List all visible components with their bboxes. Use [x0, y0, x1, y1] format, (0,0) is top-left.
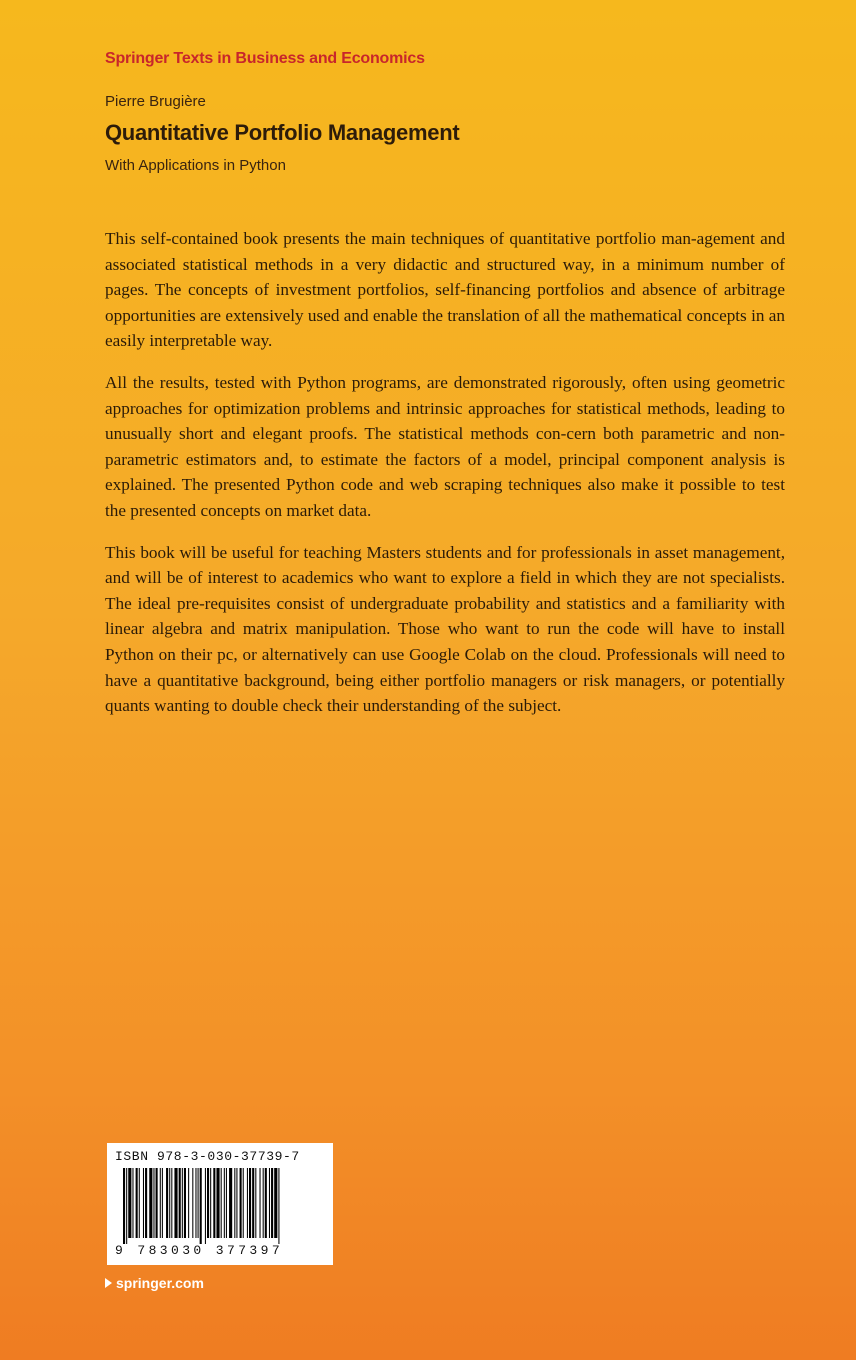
barcode-bar [145, 1168, 147, 1238]
barcode-bar [255, 1168, 256, 1238]
blurb-paragraph-1: This self-contained book presents the main techniques of quantitative portfolio man-agement and associated statistical methods in a very didactic and structured way, in a minimum number of pages. The concepts of investment portfolios, self-financing portfolios and absence of arbitrage opportunities are extensively used and enable the translation of all the mathematical concepts in an easily interpretable way. [105, 229, 785, 351]
barcode-bar [260, 1168, 261, 1238]
barcode-bar [213, 1168, 215, 1238]
barcode-bar [171, 1168, 172, 1238]
barcode-bar [160, 1168, 161, 1238]
barcode-bar [198, 1168, 199, 1238]
barcode-bar [252, 1168, 254, 1238]
isbn-barcode [107, 1143, 333, 1265]
book-title: Quantitative Portfolio Management [105, 120, 460, 145]
barcode-bar [278, 1168, 279, 1244]
barcode-bars [123, 1168, 319, 1244]
barcode-bar [166, 1168, 168, 1238]
barcode-bar [269, 1168, 270, 1238]
barcode-bar [234, 1168, 235, 1238]
barcode-bar [205, 1168, 206, 1244]
barcode-bar [132, 1168, 133, 1238]
barcode-bar [162, 1168, 163, 1238]
barcode-bar [224, 1168, 225, 1238]
springer-link[interactable] [105, 1275, 204, 1291]
barcode-bar [188, 1168, 189, 1238]
barcode-bar [169, 1168, 170, 1238]
barcode-bar [263, 1168, 264, 1238]
isbn-label: ISBN 978-3-030-37739-7 [115, 1149, 300, 1164]
barcode-bar [216, 1168, 219, 1238]
barcode-bar [243, 1168, 244, 1238]
barcode-bar [271, 1168, 273, 1238]
barcode-bar [236, 1168, 237, 1238]
blurb [105, 226, 785, 735]
barcode-bar [200, 1168, 202, 1244]
barcode-bar [265, 1168, 267, 1238]
series-name: Springer Texts in Business and Economics [105, 50, 425, 67]
barcode-bar [123, 1168, 125, 1244]
barcode-bar [274, 1168, 277, 1238]
barcode-bar [182, 1168, 183, 1238]
barcode-bar [128, 1168, 131, 1238]
barcode-bar [229, 1168, 232, 1238]
barcode-bar [149, 1168, 152, 1238]
barcode-bar [221, 1168, 222, 1238]
book-subtitle: With Applications in Python [105, 157, 286, 174]
barcode-bar [240, 1168, 242, 1238]
barcode-bar [153, 1168, 154, 1238]
barcode-bar [210, 1168, 211, 1238]
barcode-bar [143, 1168, 144, 1238]
blurb-paragraph-3: This book will be useful for teaching Masters students and for professionals in asset management, and will be of interest to academics who want to explore a field in which they are not specialists. The ideal pre-requisites consist of undergraduate probability and statistics and a familiarity with linear algebra and matrix manipulation. Those who want to run the code will have to install Python on their pc, or alternatively can use Google Colab on the cloud. Professionals will need to have a quantitative background, being either portfolio managers or risk managers, or potentially quants wanting to double check their understanding of the subject. [105, 542, 785, 716]
barcode-bar [179, 1168, 181, 1238]
barcode-bar [207, 1168, 209, 1238]
barcode-bar [126, 1168, 127, 1244]
barcode-bar [195, 1168, 196, 1238]
springer-link-label: springer.com [116, 1275, 204, 1291]
barcode-bar [174, 1168, 177, 1238]
barcode-bar [226, 1168, 227, 1238]
barcode-bar [136, 1168, 138, 1238]
barcode-bar [139, 1168, 140, 1238]
barcode-bar [156, 1168, 158, 1238]
barcode-bar [247, 1168, 248, 1238]
barcode-bar [192, 1168, 193, 1238]
barcode-bar [249, 1168, 251, 1238]
arrow-right-icon [105, 1278, 112, 1288]
barcode-digits: 9 783030 377397 [115, 1243, 284, 1258]
blurb-paragraph-2: All the results, tested with Python programs, are demonstrated rigorously, often using geometric approaches for optimization problems and intrinsic approaches for statistical methods, leading to unusually short and elegant proofs. The statistical methods con-cern both parametric and non-parametric estimators and, to estimate the factors of a model, principal component analysis is explained. The presented Python code and web scraping techniques also make it possible to test the presented concepts on market data. [105, 372, 785, 520]
barcode-bar [184, 1168, 186, 1238]
author-name: Pierre Brugière [105, 93, 206, 110]
